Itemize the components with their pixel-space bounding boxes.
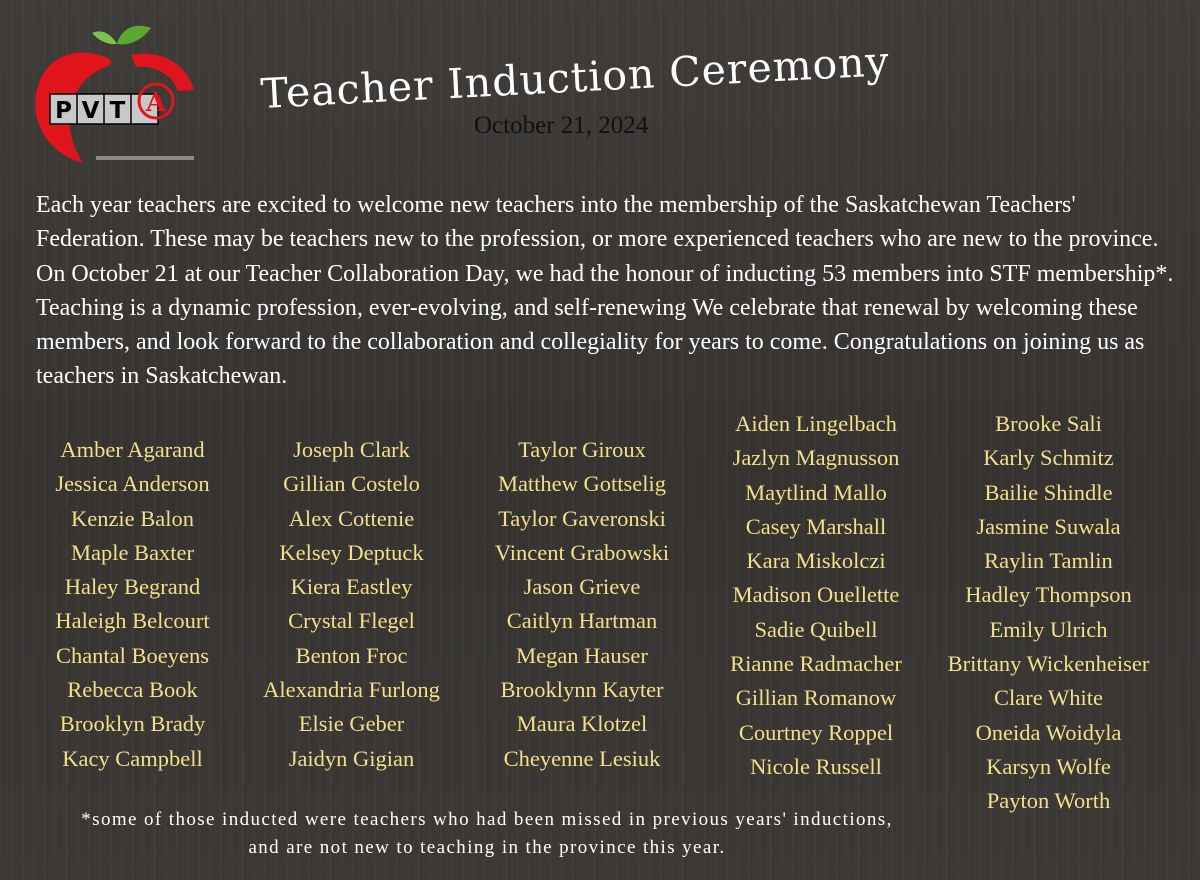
inductee-name: Karly Schmitz xyxy=(983,445,1114,471)
footnote-line-1: *some of those inducted were teachers who had been missed in previous years' inductions, xyxy=(81,809,893,830)
inductee-name: Jasmine Suwala xyxy=(976,513,1121,539)
inductee-name: Elsie Geber xyxy=(298,711,405,737)
inductee-name: Nicole Russell xyxy=(750,753,882,779)
inductee-name: Taylor Giroux xyxy=(518,437,646,462)
inductee-name: Maple Baxter xyxy=(70,539,195,565)
inductee-name: Oneida Woidyla xyxy=(975,719,1122,745)
inductee-name: Haley Begrand xyxy=(64,574,201,600)
inductee-name: Bailie Shindle xyxy=(984,479,1113,505)
inductee-column-4 xyxy=(716,407,916,784)
inductee-name: Crystal Flegel xyxy=(288,608,415,634)
svg-text:P: P xyxy=(55,98,72,124)
inductee-name: Casey Marshall xyxy=(745,513,887,539)
inductee-name: Brooklynn Kayter xyxy=(500,677,664,703)
inductee-name: Megan Hauser xyxy=(516,642,648,668)
inductee-name: Maytlind Mallo xyxy=(745,479,887,505)
footnote-line-2: and are not new to teaching in the province this year. xyxy=(248,837,726,858)
inductee-name: Brooklyn Brady xyxy=(59,711,206,737)
pvta-logo xyxy=(28,22,210,172)
inductee-name: Kenzie Balon xyxy=(70,505,195,531)
inductee-name: Haleigh Belcourt xyxy=(55,608,210,634)
inductee-name: Payton Worth xyxy=(986,788,1111,814)
inductee-name: Taylor Gaveronski xyxy=(498,505,666,531)
inductee-name: Kiera Eastley xyxy=(290,574,413,600)
event-date: October 21, 2024 xyxy=(474,112,649,139)
inductee-column-3 xyxy=(476,433,688,776)
inductee-name: Brittany Wickenheiser xyxy=(947,651,1150,677)
inductee-name: Caitlyn Hartman xyxy=(506,608,658,634)
inductee-name: Rebecca Book xyxy=(67,677,198,703)
inductee-name: Vincent Grabowski xyxy=(494,539,670,565)
inductee-name: Benton Froc xyxy=(295,642,408,668)
inductee-name: Courtney Roppel xyxy=(738,719,894,745)
inductee-name: Kelsey Deptuck xyxy=(279,539,424,565)
inductee-column-1 xyxy=(30,433,235,776)
inductee-name: Gillian Romanow xyxy=(735,685,897,711)
inductee-name: Emily Ulrich xyxy=(989,616,1108,642)
svg-text:A: A xyxy=(145,88,167,118)
inductee-name: Jaidyn Gigian xyxy=(288,745,415,771)
leaf-icon xyxy=(92,31,117,44)
inductee-name: Jason Grieve xyxy=(523,574,641,600)
inductee-name: Rianne Radmacher xyxy=(730,651,902,677)
inductee-column-5 xyxy=(930,407,1167,819)
svg-text:T: T xyxy=(109,98,126,124)
inductee-name: Joseph Clark xyxy=(293,437,410,462)
footnote xyxy=(22,806,952,862)
svg-text:V: V xyxy=(81,98,100,124)
inductee-name: Matthew Gottselig xyxy=(497,471,667,497)
inductee-name: Jessica Anderson xyxy=(55,471,210,497)
inductee-name: Raylin Tamlin xyxy=(984,548,1113,574)
inductee-name: Brooke Sali xyxy=(995,411,1102,436)
leaf-icon xyxy=(117,26,151,45)
inductee-column-2 xyxy=(245,433,458,776)
inductee-name: Sadie Quibell xyxy=(754,616,878,642)
page-title: Teacher Induction Ceremony xyxy=(259,37,891,119)
inductee-name: Madison Ouellette xyxy=(732,582,900,608)
inductee-name: Chantal Boeyens xyxy=(55,642,210,668)
inductee-name: Aiden Lingelbach xyxy=(735,411,897,436)
inductee-name: Hadley Thompson xyxy=(965,582,1132,608)
inductee-name: Clare White xyxy=(994,685,1103,711)
intro-paragraph: Each year teachers are excited to welcome new teachers into the membership of the Saskatchewan Teachers' Federation. These may be teachers new to the profession, or more experienced teachers who are new to the province. On October 21 at our Teacher Collaboration Day, we had the honour of inducting 53 members into STF membership*. Teaching is a dynamic profession, ever-evolving, and self-renewing We celebrate that renewal by welcoming these members, and look forward to the collaboration and collegiality for years to come. Congratulations on joining us as teachers in Saskatchewan. xyxy=(36,192,1174,390)
inductee-name: Karsyn Wolfe xyxy=(986,753,1111,779)
inductee-name: Jazlyn Magnusson xyxy=(732,445,900,471)
inductee-name: Maura Klotzel xyxy=(516,711,648,737)
inductee-name: Alexandria Furlong xyxy=(263,677,440,703)
inductee-name: Amber Agarand xyxy=(60,437,205,462)
inductee-name: Cheyenne Lesiuk xyxy=(503,745,661,771)
inductee-name: Kacy Campbell xyxy=(62,745,203,771)
inductee-name: Alex Cottenie xyxy=(288,505,415,531)
inductee-name: Kara Miskolczi xyxy=(746,548,886,574)
inductee-name: Gillian Costelo xyxy=(283,471,420,497)
